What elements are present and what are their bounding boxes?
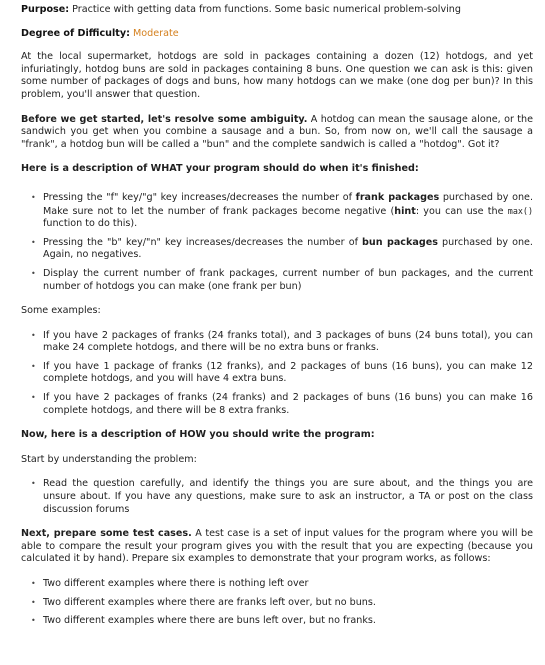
text-span: : you can use the [415, 205, 508, 217]
code-snippet: max() [507, 205, 533, 216]
list-item: • Two different examples where there is nothing left over [43, 578, 533, 591]
difficulty-value: Moderate [133, 27, 179, 39]
test-text: A test case is a set of input values for the program where you will be able to compare the result your program gives you with the result that you are expecting (because you calculated it by hand). Prepare six examples to demonstrate that your program works, as follows: [21, 528, 533, 565]
how-heading: Now, here is a description of HOW you should write the program: [21, 429, 375, 441]
intro-paragraph: At the local supermarket, hotdogs are sold in packages containing a dozen (12) hotdogs, and yet infuriatingly, hotdog buns are sold in packages containing 8 buns. One question we can ask is this: given some number of packages of dogs and buns, how many hotdogs can we make (one dog per bun)? In this problem, you'll answer that question. [21, 51, 533, 100]
test-paragraph [21, 528, 533, 566]
list-item: • If you have 2 packages of franks (24 franks) and 2 packages of buns (16 buns) you can make 16 complete hotdogs, and there will be 8 extra franks. [43, 392, 533, 417]
text-span: Pressing the "f" key/"g" key increases/decreases the number of [43, 191, 356, 203]
ambiguity-text: A hotdog can mean the sausage alone, or the sandwich you get when you combine a sausage and a bun. So, from now on, we'll call the sausage a "frank", a hotdog bun will be called a "bun" and the complete sandwich is called a "hotdog". Got it? [21, 113, 533, 150]
list-item [43, 237, 533, 262]
text-span: purchased by one. Again, no negatives. [43, 236, 533, 261]
purpose-text: Practice with getting data from functions. Some basic numerical problem-solving [72, 4, 461, 15]
list-item: • Two different examples where there are franks left over, but no buns. [43, 597, 533, 610]
difficulty-label: Degree of Difficulty: [21, 27, 130, 39]
test-lead: Next, prepare some test cases. [21, 528, 192, 540]
ambiguity-lead: Before we get started, let's resolve some ambiguity. [21, 113, 308, 125]
difficulty-line [21, 28, 533, 41]
test-list [21, 578, 533, 628]
emphasis: bun packages [362, 236, 438, 248]
purpose-line [21, 4, 533, 17]
list-item: • If you have 2 packages of franks (24 franks total), and 3 packages of buns (24 buns total), you can make 24 complete hotdogs, and there will be no extra buns or franks. [43, 330, 533, 355]
what-list [21, 192, 533, 293]
start-list [21, 478, 533, 516]
ambiguity-paragraph [21, 114, 533, 152]
list-item: • Two different examples where there are buns left over, but no franks. [43, 615, 533, 628]
examples-label: Some examples: [21, 305, 101, 317]
list-item: • If you have 1 package of franks (12 franks), and 2 packages of buns (16 buns), you can make 12 complete hotdogs, and you will have 4 extra buns. [43, 361, 533, 386]
emphasis: frank packages [355, 191, 440, 203]
what-heading: Here is a description of WHAT your program should do when it's finished: [21, 163, 419, 175]
examples-list [21, 330, 533, 418]
purpose-label: Purpose: [21, 4, 70, 15]
text-span: function to do this). [43, 218, 138, 230]
list-item [43, 192, 533, 231]
list-item: • Display the current number of frank packages, current number of bun packages, and the current number of hotdogs you can make (one frank per bun) [43, 268, 533, 293]
text-span: Pressing the "b" key/"n" key increases/decreases the number of [43, 236, 363, 248]
list-item: • Read the question carefully, and identify the things you are sure about, and the things you are unsure about. If you have any questions, make sure to ask an instructor, a TA or post on the class discussion forums [43, 478, 533, 516]
start-label: Start by understanding the problem: [21, 453, 197, 465]
hint-label: hint [394, 205, 416, 217]
text-span: purchased by one. Make sure not to let the number of frank packages become negative ( [43, 191, 533, 217]
